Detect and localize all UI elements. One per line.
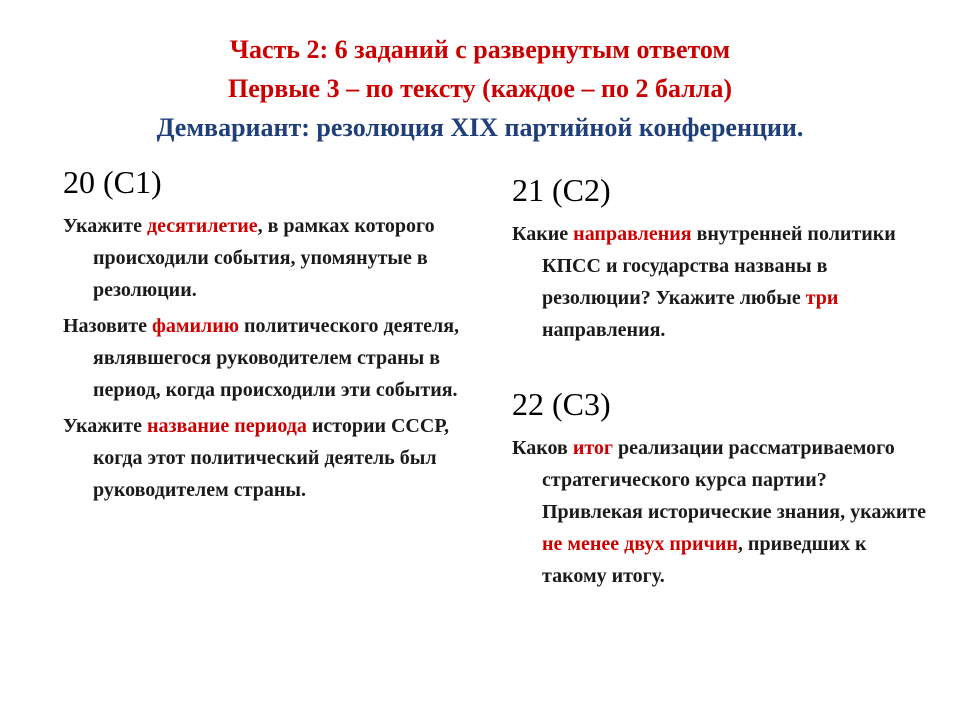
right-column bbox=[512, 170, 932, 596]
text-part: Какие bbox=[512, 223, 574, 245]
text-part: , приведших к такому итогу. bbox=[542, 533, 867, 587]
task-20-paragraph-2 bbox=[63, 310, 493, 406]
highlight-text: итог bbox=[572, 437, 613, 459]
task-22-paragraph bbox=[512, 432, 932, 592]
task-20-heading: 20 (С1) bbox=[63, 164, 162, 200]
task-22-heading: 22 (С3) bbox=[512, 386, 611, 422]
text-part: политического деятеля, являвшегося руководителем страны в период, когда происходили эти события. bbox=[93, 315, 460, 401]
left-column bbox=[63, 162, 493, 510]
text-part: истории СССР, когда этот политический деятель был руководителем страны. bbox=[93, 415, 450, 501]
highlight-text: не менее двух причин bbox=[542, 533, 738, 555]
text-part: реализации рассматриваемого стратегического курса партии? Привлекая исторические знания, укажите bbox=[542, 437, 927, 523]
text-part: направления. bbox=[542, 319, 666, 341]
highlight-text: десятилетие bbox=[146, 215, 258, 237]
task-20-paragraph-1 bbox=[63, 210, 493, 306]
highlight-text: три bbox=[805, 287, 839, 309]
task-20-paragraph-3 bbox=[63, 410, 493, 506]
text-part: Назовите bbox=[63, 315, 153, 337]
highlight-text: название периода bbox=[146, 415, 307, 437]
highlight-text: фамилию bbox=[152, 315, 240, 337]
title-line-1: Часть 2: 6 заданий с развернутым ответом bbox=[229, 35, 731, 64]
task-21-heading: 21 (С2) bbox=[512, 172, 611, 208]
text-part: , в рамках которого происходили события, упомянутые в резолюции. bbox=[93, 215, 435, 301]
text-part: Укажите bbox=[63, 415, 147, 437]
highlight-text: направления bbox=[573, 223, 692, 245]
text-part: Укажите bbox=[63, 215, 147, 237]
text-part: внутренней политики КПСС и государства названы в резолюции? Укажите любые bbox=[542, 223, 896, 309]
text-part: Каков bbox=[512, 437, 573, 459]
title-line-2: Первые 3 – по тексту (каждое – по 2 балла) bbox=[227, 74, 733, 103]
task-21-paragraph bbox=[512, 218, 932, 346]
title-line-3: Демвариант: резолюция XIX партийной конференции. bbox=[156, 113, 804, 142]
slide-title bbox=[40, 30, 920, 147]
